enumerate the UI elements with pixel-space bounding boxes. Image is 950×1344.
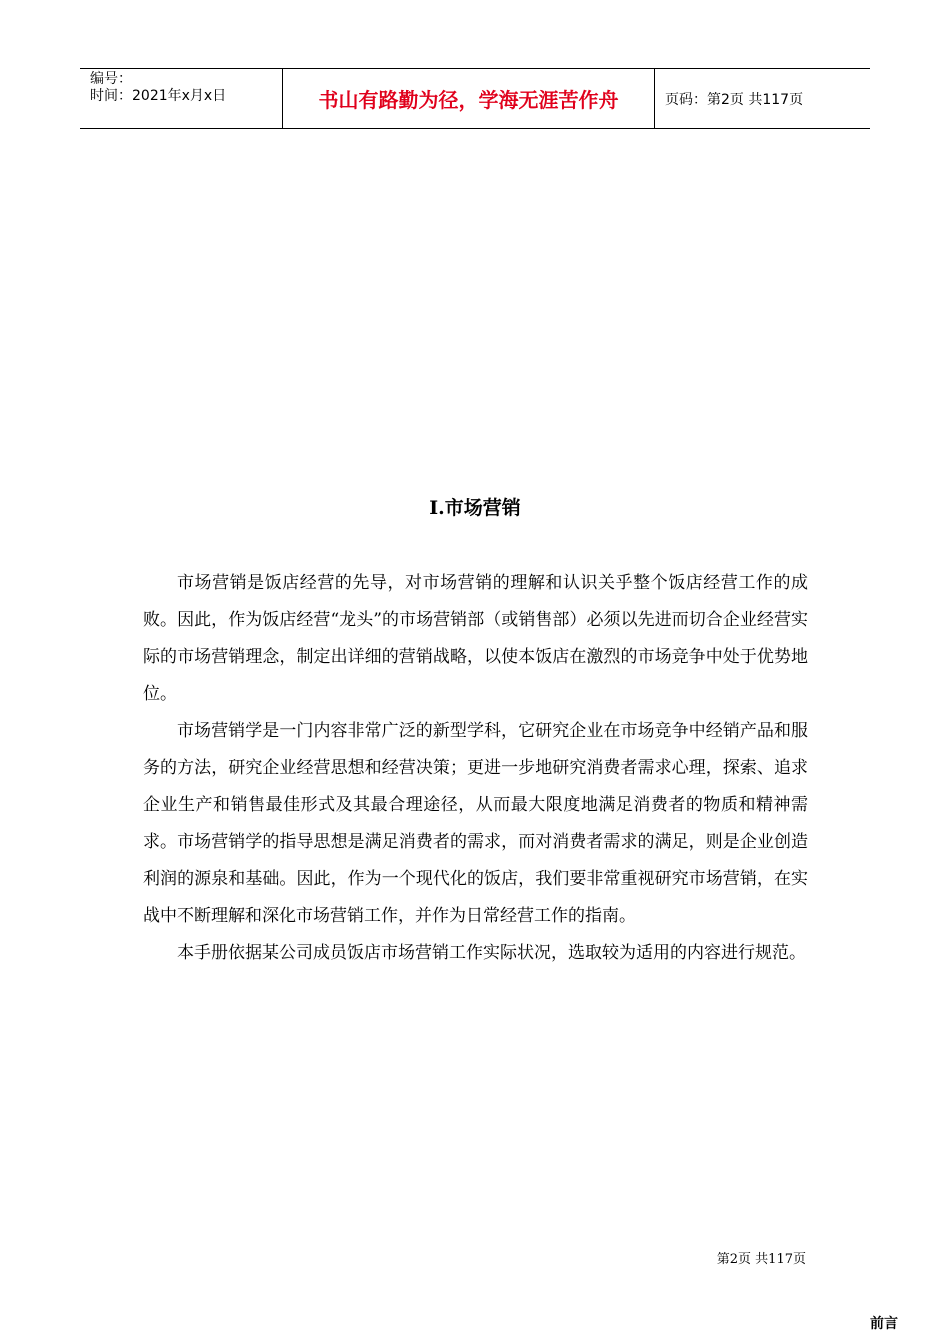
section-title: I.市场营销	[429, 497, 521, 519]
document-body	[143, 565, 808, 972]
time-label: 时间：2021年x月x日	[90, 88, 227, 104]
number-label: 编号：	[90, 71, 132, 87]
header-meta	[80, 69, 282, 128]
corner-label: 前言	[870, 1316, 898, 1332]
header-page-info: 页码：第2页 共117页	[665, 91, 804, 108]
paragraph-1: 市场营销是饭店经营的先导，对市场营销的理解和认识关乎整个饭店经营工作的成败。因此，作为饭店经营“龙头”的市场营销部（或销售部）必须以先进而切合企业经营实际的市场营销理念，制定出详细的营销战略，以使本饭店在激烈的市场竞争中处于优势地位。	[143, 573, 808, 704]
header-motto: 书山有路勤为径，学海无涯苦作舟	[282, 69, 655, 128]
paragraph-2: 市场营销学是一门内容非常广泛的新型学科，它研究企业在市场竞争中经销产品和服务的方法，研究企业经营思想和经营决策；更进一步地研究消费者需求心理，探索、追求企业生产和销售最佳形式及其最合理途径，从而最大限度地满足消费者的物质和精神需求。市场营销学的指导思想是满足消费者的需求，而对消费者需求的满足，则是企业创造利润的源泉和基础。因此，作为一个现代化的饭店，我们要非常重视研究市场营销，在实战中不断理解和深化市场营销工作，并作为日常经营工作的指南。	[143, 721, 808, 926]
page-footer: 第2页 共117页	[716, 1252, 806, 1267]
page-header	[80, 68, 870, 129]
paragraph-3: 本手册依据某公司成员饭店市场营销工作实际状况，选取较为适用的内容进行规范。	[177, 943, 806, 963]
